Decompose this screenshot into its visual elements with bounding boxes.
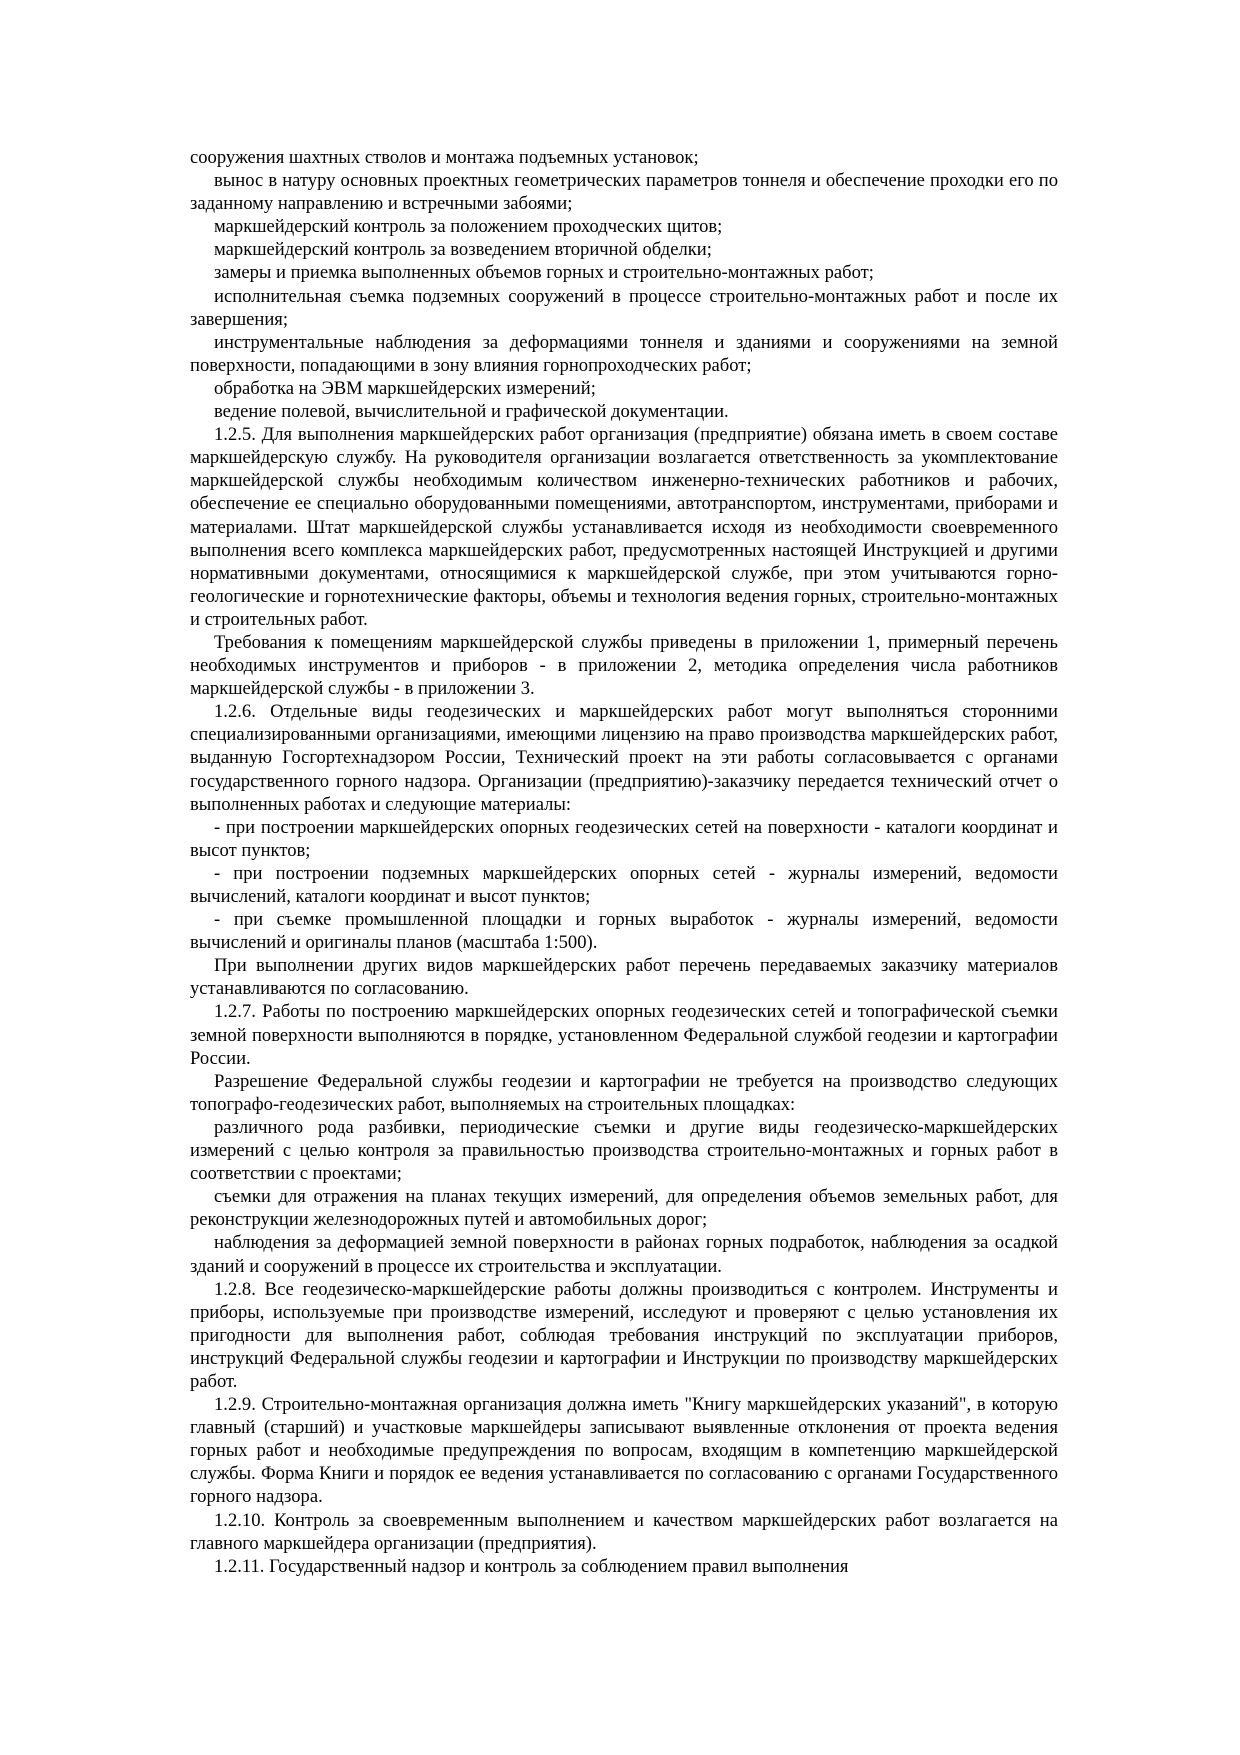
paragraph-permission: Разрешение Федеральной службы геодезии и картографии не требуется на производство следующих топографо-геодезических работ, выполняемых на строительных площадках: <box>190 1070 1058 1115</box>
list-item-lining-control: маркшейдерский контроль за возведением вторичной обделки; <box>214 239 712 261</box>
list-item-setting-out: различного рода разбивки, периодические съемки и другие виды геодезическо-маркшейдерских измерений с целью контроля за правильностью производства строительно-монтажных и горных работ в соответствии с проектами; <box>190 1116 1058 1185</box>
list-item-surface-networks: - при построении маркшейдерских опорных геодезических сетей на поверхности - каталоги координат и высот пунктов; <box>190 816 1058 861</box>
clause-1-2-10: 1.2.10. Контроль за своевременным выполнением и качеством маркшейдерских работ возлагается на главного маркшейдера организации (предприятия). <box>190 1509 1058 1554</box>
paragraph-continuation: сооружения шахтных стволов и монтажа подъемных установок; <box>190 147 699 168</box>
list-item-site-survey: - при съемке промышленной площадки и горных выработок - журналы измерений, ведомости вычислений и оригиналы планов (масштаба 1:500). <box>190 909 1058 954</box>
list-item-tunnel-alignment: вынос в натуру основных проектных геометрических параметров тоннеля и обеспечение проходки его по заданному направлению и встречными забоями; <box>190 170 1058 215</box>
clause-1-2-8: 1.2.8. Все геодезическо-маркшейдерские работы должны производиться с контролем. Инструменты и приборы, используемые при производстве измерений, исследуют и проверяют с целью установления их пригодности для выполнения работ, соблюдая требования инструкций по эксплуатации приборов, инструкций Федеральной службы геодезии и картографии и Инструкции по производству маркшейдерских работ. <box>190 1278 1058 1392</box>
clause-1-2-7: 1.2.7. Работы по построению маркшейдерских опорных геодезических сетей и топографической съемки земной поверхности выполняются в порядке, установленном Федеральной службой геодезии и картографии России. <box>190 1001 1058 1069</box>
list-item-as-built-survey: исполнительная съемка подземных сооружений в процессе строительно-монтажных работ и после их завершения; <box>190 285 1058 330</box>
list-item-shield-control: маркшейдерский контроль за положением проходческих щитов; <box>214 216 723 238</box>
list-item-computer-processing: обработка на ЭВМ маркшейдерских измерений; <box>214 377 596 399</box>
paragraph-requirements: Требования к помещениям маркшейдерской службы приведены в приложении 1, примерный перечень необходимых инструментов и приборов - в приложении 2, методика определения числа работников маркшейдерской службы - в приложении 3. <box>190 631 1058 700</box>
document-page <box>190 146 1058 1578</box>
clause-1-2-6: 1.2.6. Отдельные виды геодезических и маркшейдерских работ могут выполняться сторонними специализированными организациями, имеющими лицензию на право производства маркшейдерских работ, выданную Госгортехнадзором России, Технический проект на эти работы согласовывается с органами государственного горного надзора. Организации (предприятию)-заказчику передается технический отчет о выполненных работах и следующие материалы: <box>190 701 1058 815</box>
list-item-documentation: ведение полевой, вычислительной и графической документации. <box>214 401 729 423</box>
clause-1-2-11: 1.2.11. Государственный надзор и контроль за соблюдением правил выполнения <box>214 1555 849 1577</box>
paragraph-other-works: При выполнении других видов маркшейдерских работ перечень передаваемых заказчику материалов устанавливаются по согласованию. <box>190 955 1058 1000</box>
clause-1-2-9: 1.2.9. Строительно-монтажная организация должна иметь "Книгу маркшейдерских указаний", в которую главный (старший) и участковые маркшейдеры записывают выявленные отклонения от проекта ведения горных работ и необходимые предупреждения по вопросам, входящим в компетенцию маркшейдерской службы. Форма Книги и порядок ее ведения устанавливается по согласованию с органами Государственного горного надзора. <box>190 1394 1058 1508</box>
list-item-underground-networks: - при построении подземных маркшейдерских опорных сетей - журналы измерений, ведомости вычислений, каталоги координат и высот пунктов; <box>190 862 1058 907</box>
list-item-deformation-observation: инструментальные наблюдения за деформациями тоннеля и зданиями и сооружениями на земной поверхности, попадающими в зону влияния горнопроходческих работ; <box>190 331 1058 376</box>
list-item-current-surveys: съемки для отражения на планах текущих измерений, для определения объемов земельных работ, для реконструкции железнодорожных путей и автомобильных дорог; <box>190 1186 1058 1231</box>
list-item-volume-measurement: замеры и приемка выполненных объемов горных и строительно-монтажных работ; <box>214 262 874 284</box>
list-item-subsidence-observation: наблюдения за деформацией земной поверхности в районах горных подработок, наблюдения за осадкой зданий и сооружений в процессе их строительства и эксплуатации. <box>190 1232 1058 1277</box>
clause-1-2-5: 1.2.5. Для выполнения маркшейдерских работ организация (предприятие) обязана иметь в своем составе маркшейдерскую службу. На руководителя организации возлагается ответственность за укомплектование маркшейдерской службы необходимым количеством инженерно-технических работников и рабочих, обеспечение ее специально оборудованными помещениями, автотранспортом, инструментами, приборами и материалами. Штат маркшейдерской службы устанавливается исходя из необходимости своевременного выполнения всего комплекса маркшейдерских работ, предусмотренных настоящей Инструкцией и другими нормативными документами, относящимися к маркшейдерской службе, при этом учитываются горно-геологические и горнотехнические факторы, объемы и технология ведения горных, строительно-монтажных и строительных работ. <box>190 424 1058 630</box>
